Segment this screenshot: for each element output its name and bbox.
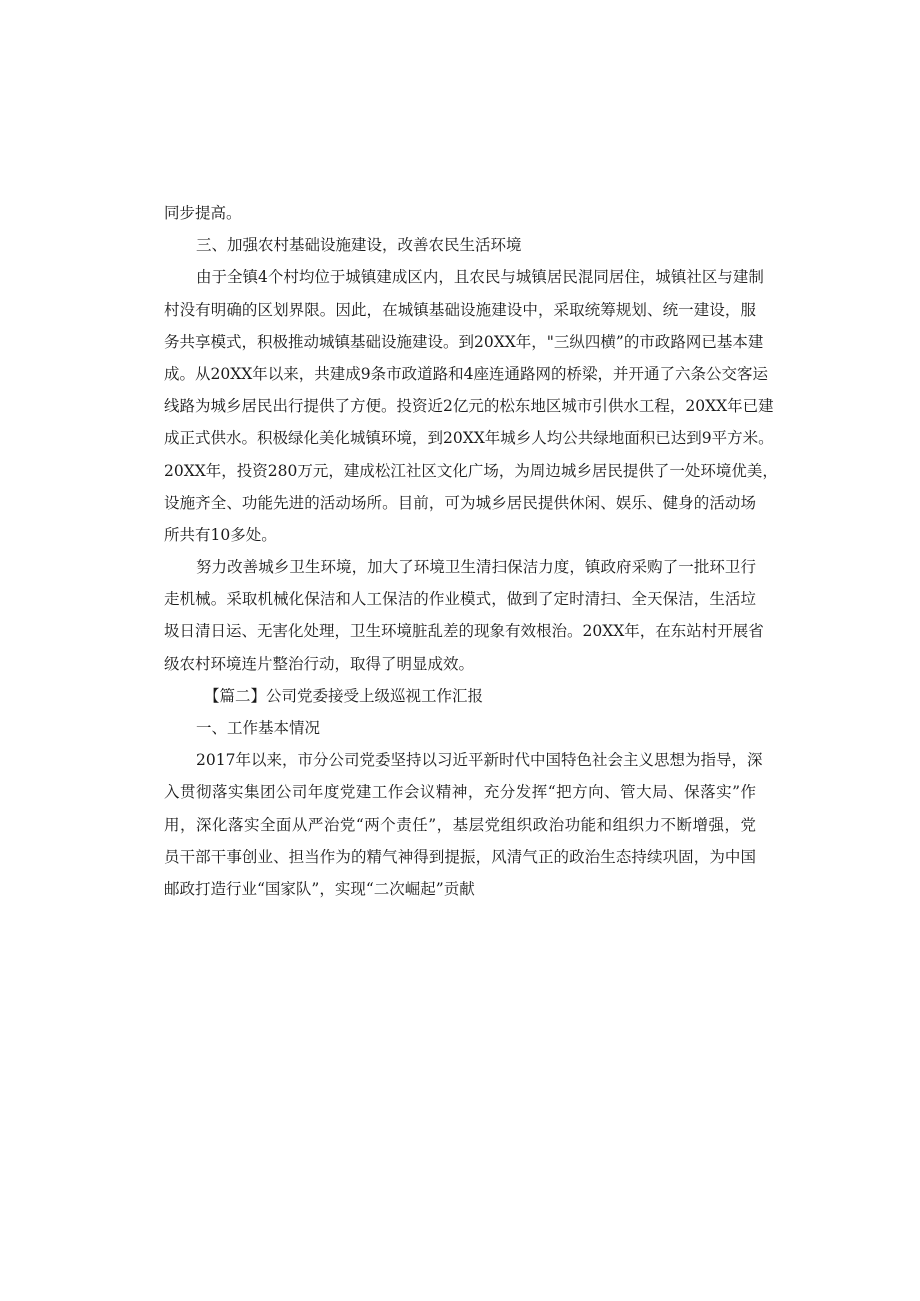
- text-line: 所共有10多处。: [164, 525, 277, 544]
- text-line: 由于全镇4个村均位于城镇建成区内，且农民与城镇居民混同居住，城镇社区与建制: [196, 268, 764, 287]
- text-line: 圾日清日运、无害化处理，卫生环境脏乱差的现象有效根治。20XX年，在东站村开展省: [164, 622, 764, 641]
- text-line: 级农村环境连片整治行动，取得了明显成效。: [164, 654, 475, 673]
- text-line: 成正式供水。积极绿化美化城镇环境，到20XX年城乡人均公共绿地面积已达到9平方米。: [164, 429, 774, 448]
- text-line: 三、加强农村基础设施建设，改善农民生活环境: [196, 236, 522, 255]
- text-line: 设施齐全、功能先进的活动场所。目前，可为城乡居民提供休闲、娱乐、健身的活动场: [164, 493, 756, 512]
- text-line: 走机械。采取机械化保洁和人工保洁的作业模式，做到了定时清扫、全天保洁，生活垃: [164, 590, 756, 609]
- text-line: 入贯彻落实集团公司年度党建工作会议精神，充分发挥“把方向、管大局、保落实”作: [164, 783, 756, 802]
- document-body: [164, 197, 778, 905]
- text-line: 同步提高。: [164, 204, 242, 222]
- text-line: 用，深化落实全面从严治党“两个责任”，基层党组织政治功能和组织力不断增强，党: [164, 815, 756, 834]
- text-line: 努力改善城乡卫生环境，加大了环境卫生清扫保洁力度，镇政府采购了一批环卫行: [196, 558, 756, 577]
- text-line: 成。从20XX年以来，共建成9条市政道路和4座连通路网的桥梁，并开通了六条公交客运: [164, 364, 769, 383]
- text-line: 20XX年，投资280万元，建成松江社区文化广场，为周边城乡居民提供了一处环境优美，: [164, 461, 778, 480]
- text-line: 【篇二】公司党委接受上级巡视工作汇报: [204, 686, 484, 705]
- text-line: 一、工作基本情况: [196, 719, 321, 737]
- text-line: 员干部干事创业、担当作为的精气神得到提振，风清气正的政治生态持续巩固，为中国: [164, 847, 756, 866]
- text-line: 村没有明确的区划界限。因此，在城镇基础设施建设中，采取统筹规划、统一建设，服: [164, 300, 756, 319]
- text-line: 务共享模式，积极推动城镇基础设施建设。到20XX年，"三纵四横”的市政路网已基本建: [164, 332, 764, 351]
- text-line: 线路为城乡居民出行提供了方便。投资近2亿元的松东地区城市引供水工程，20XX年已建: [164, 397, 774, 416]
- text-line: 2017年以来，市分公司党委坚持以习近平新时代中国特色社会主义思想为指导，深: [196, 751, 763, 770]
- text-line: 邮政打造行业“国家队”，实现“二次崛起”贡献: [164, 879, 475, 898]
